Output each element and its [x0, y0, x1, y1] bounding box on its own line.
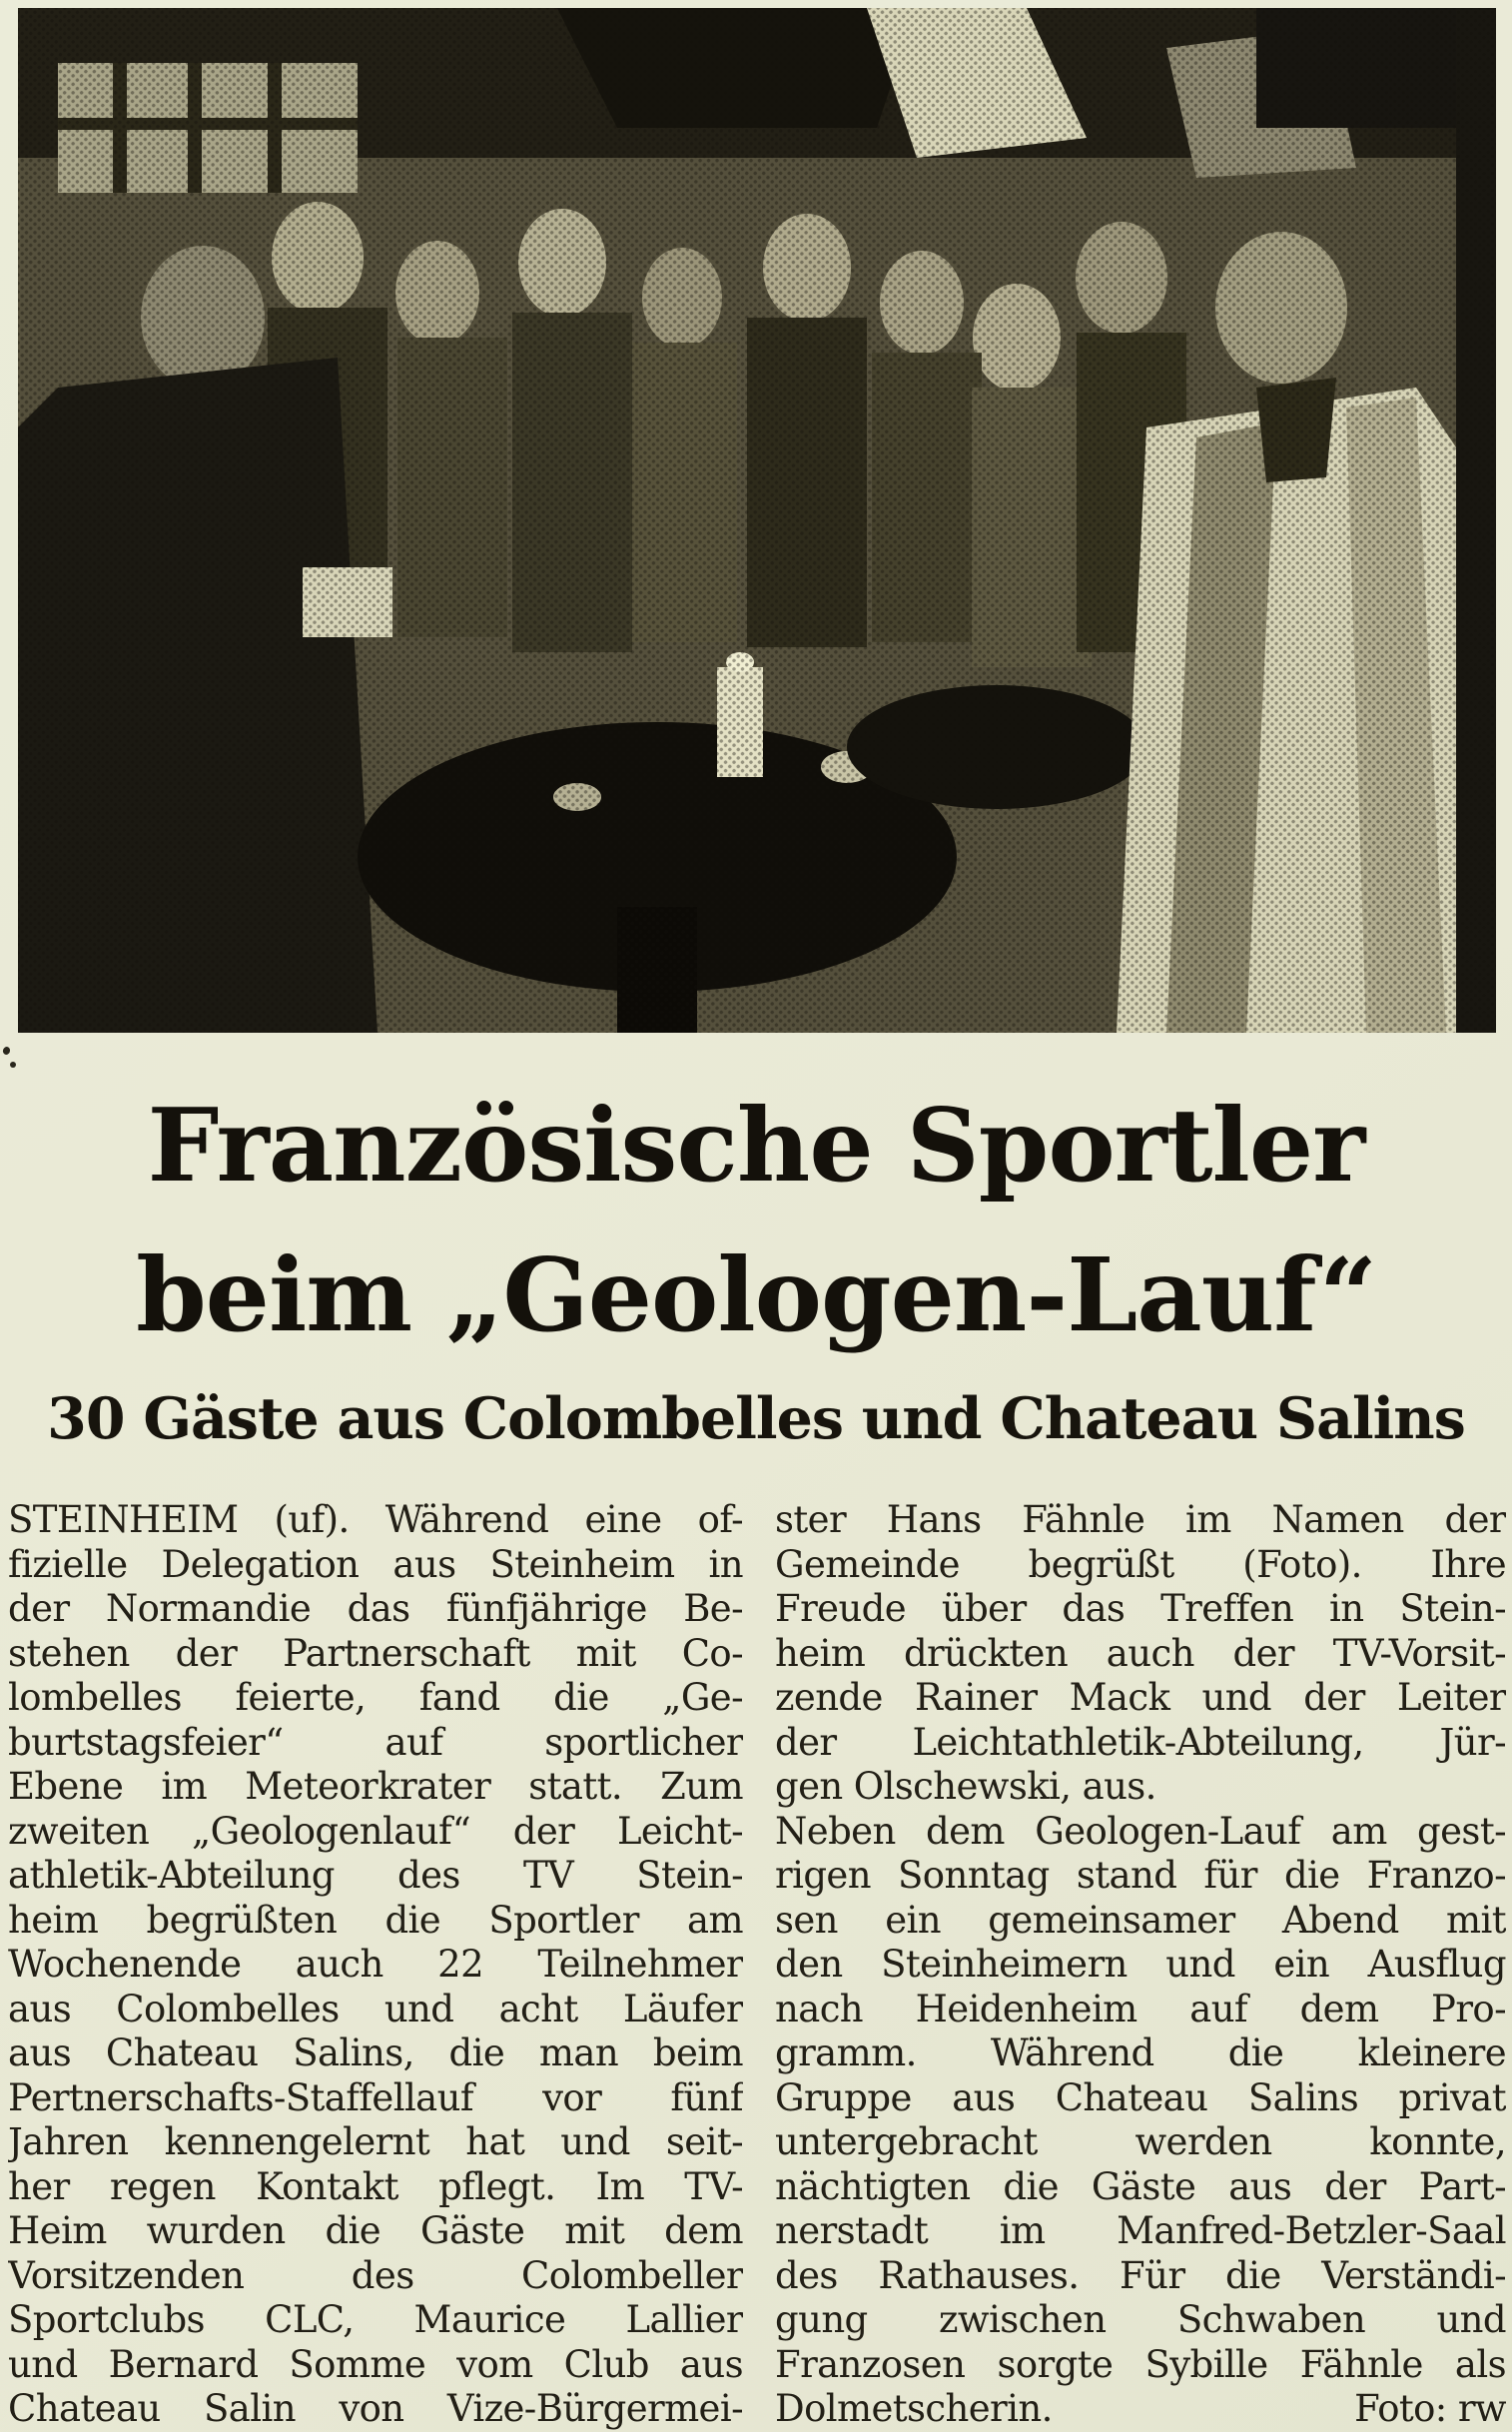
- ink-speck: [2, 1046, 11, 1056]
- body-line: Franzosen sorgte Sybille Fähnle als: [775, 2342, 1506, 2386]
- body-line: ster Hans Fähnle im Namen der: [775, 1498, 1506, 1541]
- body-line: stehen der Partnerschaft mit Co-: [8, 1631, 743, 1675]
- body-line: zweiten „Geologenlauf“ der Leicht-: [8, 1809, 743, 1853]
- headline-line-2: beim „Geologen-Lauf“: [136, 1235, 1376, 1354]
- body-line: nächtigten die Gäste aus der Part-: [775, 2164, 1506, 2208]
- body-line: nach Heidenheim auf dem Pro-: [775, 1987, 1506, 2030]
- body-line: Gruppe aus Chateau Salins privat: [775, 2075, 1506, 2119]
- halftone-overlay: [18, 8, 1496, 1033]
- body-line: heim drückten auch der TV-Vorsit-: [775, 1631, 1506, 1675]
- body-line: gramm. Während die kleinere: [775, 2031, 1506, 2074]
- body-line: Freude über das Treffen in Stein-: [775, 1587, 1506, 1630]
- body-line: sen ein gemeinsamer Abend mit: [775, 1898, 1506, 1942]
- body-line: Ebene im Meteorkrater statt. Zum: [8, 1765, 743, 1808]
- body-line: her regen Kontakt pflegt. Im TV-: [8, 2164, 743, 2208]
- body-line: Sportclubs CLC, Maurice Lallier: [8, 2298, 743, 2341]
- body-line: athletik-Abteilung des TV Stein-: [8, 1854, 743, 1897]
- ink-speck: [10, 1062, 16, 1068]
- body-line: Gemeinde begrüßt (Foto). Ihre: [775, 1542, 1506, 1586]
- headline-line-1: Französische Sportler: [147, 1086, 1365, 1205]
- body-line: burtstagsfeier“ auf sportlicher: [8, 1720, 743, 1764]
- headline: [0, 1071, 1512, 1370]
- body-line: den Steinheimern und ein Ausflug: [775, 1943, 1506, 1986]
- body-line: und Bernard Somme vom Club aus: [8, 2342, 743, 2386]
- article-column-right: [775, 1498, 1506, 2432]
- body-line: Chateau Salin von Vize-Bürgermei-: [8, 2387, 743, 2430]
- body-line: gen Olschewski, aus.: [775, 1765, 1156, 1808]
- body-line: der Normandie das fünfjährige Be-: [8, 1587, 743, 1630]
- subheadline: 30 Gäste aus Colombelles und Chateau Salins: [47, 1385, 1465, 1452]
- body-line: zende Rainer Mack und der Leiter: [775, 1676, 1506, 1719]
- press-photo: [18, 8, 1496, 1033]
- body-line: Jahren kennengelernt hat und seit-: [8, 2120, 743, 2163]
- body-line: untergebracht werden konnte,: [775, 2120, 1506, 2163]
- photo-credit: Foto: rw: [1354, 2387, 1506, 2430]
- body-line: Heim wurden die Gäste mit dem: [8, 2209, 743, 2252]
- body-line: fizielle Delegation aus Steinheim in: [8, 1542, 743, 1586]
- body-line: heim begrüßten die Sportler am: [8, 1898, 743, 1942]
- body-line: rigen Sonntag stand für die Franzo-: [775, 1854, 1506, 1897]
- body-line: der Leichtathletik-Abteilung, Jür-: [775, 1720, 1506, 1764]
- body-line: STEINHEIM (uf). Während eine of-: [8, 1498, 743, 1541]
- body-line: Wochenende auch 22 Teilnehmer: [8, 1943, 743, 1986]
- body-line: Vorsitzenden des Colombeller: [8, 2253, 743, 2297]
- body-line: aus Colombelles und acht Läufer: [8, 1987, 743, 2030]
- body-line-last: [775, 2387, 1506, 2432]
- press-photo-art: [18, 8, 1496, 1033]
- body-line: gung zwischen Schwaben und: [775, 2298, 1506, 2341]
- body-line: Neben dem Geologen-Lauf am gest-: [775, 1809, 1506, 1853]
- body-line: nerstadt im Manfred-Betzler-Saal: [775, 2209, 1506, 2252]
- body-line: des Rathauses. Für die Verständi-: [775, 2253, 1506, 2297]
- article-column-left: [8, 1498, 743, 2432]
- body-line: lombelles feierte, fand die „Ge-: [8, 1676, 743, 1719]
- body-line: Pertnerschafts-Staffellauf vor fünf: [8, 2075, 743, 2119]
- body-line: aus Chateau Salins, die man beim: [8, 2031, 743, 2074]
- last-line-text: Dolmetscherin.: [775, 2387, 1053, 2430]
